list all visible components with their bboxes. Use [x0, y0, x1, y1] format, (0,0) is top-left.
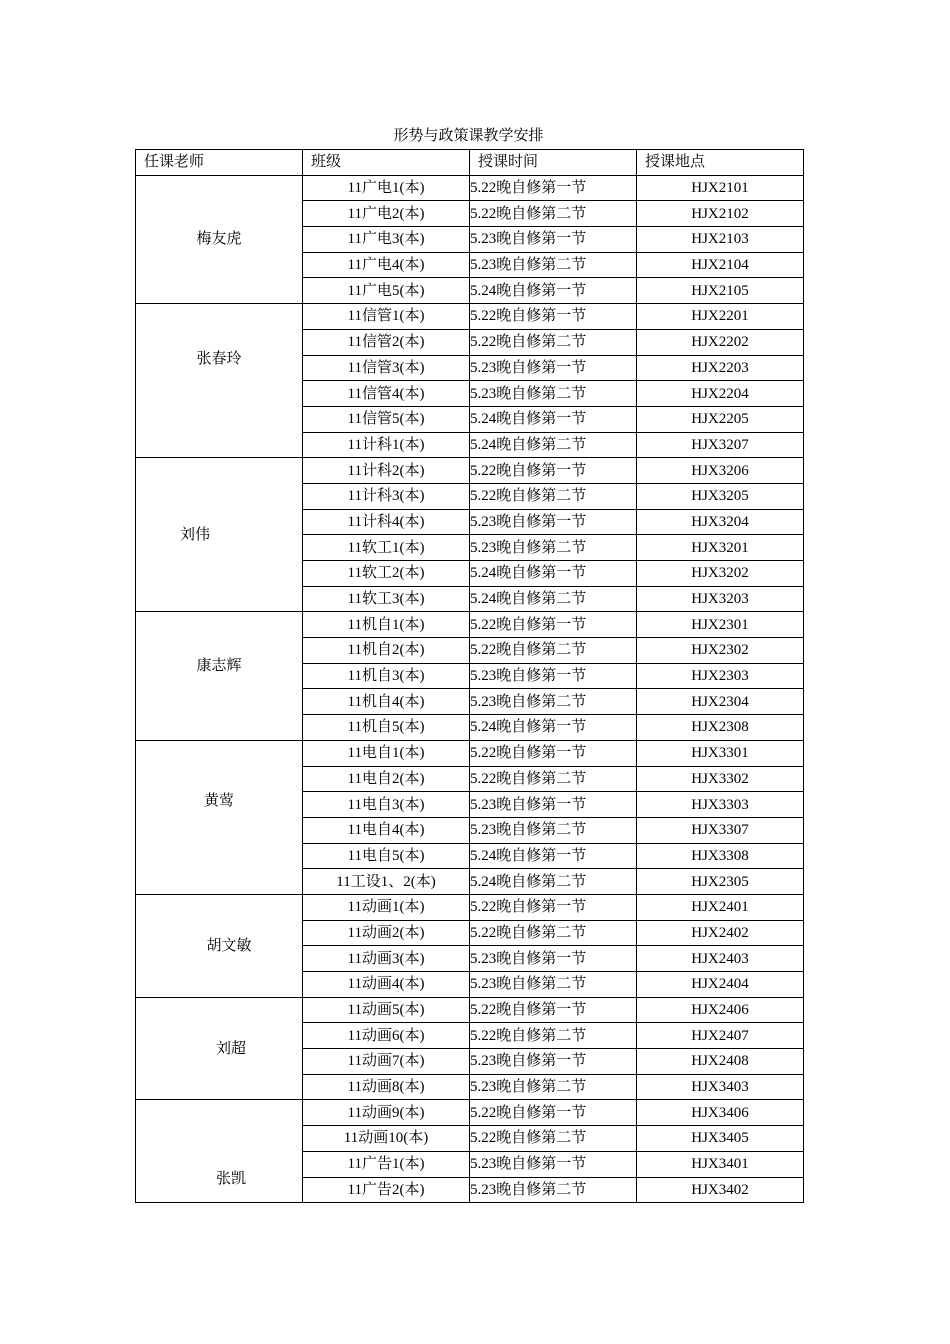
- class-cell: 11机自1(本): [303, 612, 470, 638]
- header-time: 授课时间: [470, 150, 637, 176]
- time-cell: 5.22晚自修第二节: [470, 483, 637, 509]
- time-cell: 5.22晚自修第二节: [470, 1126, 637, 1152]
- table-row: [136, 304, 804, 330]
- location-cell: HJX2103: [637, 227, 804, 253]
- location-cell: HJX2301: [637, 612, 804, 638]
- time-cell: 5.23晚自修第一节: [470, 509, 637, 535]
- class-cell: 11机自3(本): [303, 663, 470, 689]
- class-cell: 11计科3(本): [303, 483, 470, 509]
- class-cell: 11信管4(本): [303, 381, 470, 407]
- class-cell: 11电自1(本): [303, 740, 470, 766]
- class-cell: 11广电5(本): [303, 278, 470, 304]
- time-cell: 5.23晚自修第一节: [470, 663, 637, 689]
- time-cell: 5.22晚自修第一节: [470, 1100, 637, 1126]
- location-cell: HJX2406: [637, 997, 804, 1023]
- table-row: [136, 1100, 804, 1126]
- class-cell: 11软工3(本): [303, 586, 470, 612]
- time-cell: 5.23晚自修第一节: [470, 227, 637, 253]
- class-cell: 11广电1(本): [303, 175, 470, 201]
- location-cell: HJX2305: [637, 869, 804, 895]
- location-cell: HJX3406: [637, 1100, 804, 1126]
- class-cell: 11动画9(本): [303, 1100, 470, 1126]
- time-cell: 5.23晚自修第一节: [470, 1151, 637, 1177]
- teacher-name: 张凯: [215, 1171, 246, 1188]
- location-cell: HJX3405: [637, 1126, 804, 1152]
- location-cell: HJX3204: [637, 509, 804, 535]
- location-cell: HJX2203: [637, 355, 804, 381]
- location-cell: HJX3308: [637, 843, 804, 869]
- class-cell: 11软工1(本): [303, 535, 470, 561]
- time-cell: 5.22晚自修第二节: [470, 638, 637, 664]
- location-cell: HJX2401: [637, 894, 804, 920]
- location-cell: HJX3203: [637, 586, 804, 612]
- location-cell: HJX2104: [637, 252, 804, 278]
- class-cell: 11动画7(本): [303, 1049, 470, 1075]
- class-cell: 11电自4(本): [303, 817, 470, 843]
- class-cell: 11动画5(本): [303, 997, 470, 1023]
- teacher-name: 黄莺: [203, 793, 234, 810]
- class-cell: 11动画3(本): [303, 946, 470, 972]
- location-cell: HJX2308: [637, 715, 804, 741]
- class-cell: 11信管1(本): [303, 304, 470, 330]
- time-cell: 5.22晚自修第二节: [470, 329, 637, 355]
- class-cell: 11软工2(本): [303, 561, 470, 587]
- class-cell: 11机自2(本): [303, 638, 470, 664]
- class-cell: 11计科2(本): [303, 458, 470, 484]
- header-location: 授课地点: [637, 150, 804, 176]
- time-cell: 5.23晚自修第二节: [470, 1074, 637, 1100]
- header-row: [136, 150, 804, 176]
- location-cell: HJX2205: [637, 406, 804, 432]
- location-cell: HJX2303: [637, 663, 804, 689]
- header-class: 班级: [303, 150, 470, 176]
- location-cell: HJX3207: [637, 432, 804, 458]
- class-cell: 11广告1(本): [303, 1151, 470, 1177]
- schedule-body: [136, 175, 804, 1203]
- class-cell: 11广电2(本): [303, 201, 470, 227]
- time-cell: 5.22晚自修第一节: [470, 304, 637, 330]
- time-cell: 5.22晚自修第一节: [470, 175, 637, 201]
- teacher-name: 康志辉: [196, 658, 242, 675]
- teacher-name: 张春玲: [196, 350, 242, 367]
- location-cell: HJX3302: [637, 766, 804, 792]
- time-cell: 5.24晚自修第一节: [470, 715, 637, 741]
- class-cell: 11动画6(本): [303, 1023, 470, 1049]
- table-row: [136, 997, 804, 1023]
- location-cell: HJX3205: [637, 483, 804, 509]
- location-cell: HJX2302: [637, 638, 804, 664]
- class-cell: 11广电4(本): [303, 252, 470, 278]
- location-cell: HJX2404: [637, 972, 804, 998]
- location-cell: HJX3301: [637, 740, 804, 766]
- class-cell: 11电自2(本): [303, 766, 470, 792]
- location-cell: HJX2102: [637, 201, 804, 227]
- time-cell: 5.23晚自修第一节: [470, 1049, 637, 1075]
- time-cell: 5.22晚自修第二节: [470, 766, 637, 792]
- time-cell: 5.22晚自修第二节: [470, 920, 637, 946]
- time-cell: 5.23晚自修第二节: [470, 817, 637, 843]
- schedule-table: [135, 149, 804, 1203]
- teacher-cell: [136, 894, 303, 997]
- time-cell: 5.24晚自修第二节: [470, 869, 637, 895]
- location-cell: HJX3403: [637, 1074, 804, 1100]
- location-cell: HJX3401: [637, 1151, 804, 1177]
- location-cell: HJX2407: [637, 1023, 804, 1049]
- class-cell: 11工设1、2(本): [303, 869, 470, 895]
- time-cell: 5.22晚自修第二节: [470, 1023, 637, 1049]
- time-cell: 5.23晚自修第二节: [470, 381, 637, 407]
- time-cell: 5.24晚自修第一节: [470, 406, 637, 432]
- time-cell: 5.24晚自修第二节: [470, 432, 637, 458]
- teacher-name: 胡文敏: [206, 937, 252, 954]
- teacher-cell: [136, 458, 303, 612]
- time-cell: 5.22晚自修第一节: [470, 612, 637, 638]
- teacher-cell: [136, 740, 303, 894]
- time-cell: 5.23晚自修第二节: [470, 972, 637, 998]
- location-cell: HJX3206: [637, 458, 804, 484]
- table-row: [136, 740, 804, 766]
- time-cell: 5.23晚自修第二节: [470, 1177, 637, 1203]
- location-cell: HJX3402: [637, 1177, 804, 1203]
- teacher-name: 刘超: [215, 1040, 246, 1057]
- location-cell: HJX3201: [637, 535, 804, 561]
- teacher-name: 梅友虎: [196, 231, 242, 248]
- class-cell: 11电自3(本): [303, 792, 470, 818]
- location-cell: HJX2202: [637, 329, 804, 355]
- time-cell: 5.23晚自修第一节: [470, 792, 637, 818]
- class-cell: 11机自4(本): [303, 689, 470, 715]
- class-cell: 11信管2(本): [303, 329, 470, 355]
- time-cell: 5.24晚自修第一节: [470, 278, 637, 304]
- time-cell: 5.23晚自修第一节: [470, 946, 637, 972]
- time-cell: 5.22晚自修第一节: [470, 997, 637, 1023]
- teacher-cell: [136, 304, 303, 458]
- location-cell: HJX3202: [637, 561, 804, 587]
- teacher-cell: [136, 997, 303, 1100]
- table-row: [136, 612, 804, 638]
- time-cell: 5.24晚自修第二节: [470, 586, 637, 612]
- class-cell: 11动画10(本): [303, 1126, 470, 1152]
- time-cell: 5.22晚自修第一节: [470, 894, 637, 920]
- teacher-cell: [136, 175, 303, 303]
- table-row: [136, 894, 804, 920]
- class-cell: 11动画8(本): [303, 1074, 470, 1100]
- teacher-cell: [136, 1100, 303, 1203]
- class-cell: 11动画4(本): [303, 972, 470, 998]
- document-title: 形势与政策课教学安排: [393, 128, 544, 144]
- class-cell: 11动画1(本): [303, 894, 470, 920]
- teacher-cell: [136, 612, 303, 740]
- time-cell: 5.22晚自修第一节: [470, 740, 637, 766]
- location-cell: HJX2201: [637, 304, 804, 330]
- location-cell: HJX3307: [637, 817, 804, 843]
- time-cell: 5.23晚自修第二节: [470, 252, 637, 278]
- time-cell: 5.22晚自修第一节: [470, 458, 637, 484]
- location-cell: HJX2403: [637, 946, 804, 972]
- location-cell: HJX2105: [637, 278, 804, 304]
- location-cell: HJX2101: [637, 175, 804, 201]
- table-row: [136, 458, 804, 484]
- class-cell: 11计科1(本): [303, 432, 470, 458]
- header-teacher: 任课老师: [136, 150, 303, 176]
- class-cell: 11动画2(本): [303, 920, 470, 946]
- location-cell: HJX2304: [637, 689, 804, 715]
- time-cell: 5.22晚自修第二节: [470, 201, 637, 227]
- class-cell: 11信管5(本): [303, 406, 470, 432]
- class-cell: 11机自5(本): [303, 715, 470, 741]
- location-cell: HJX2204: [637, 381, 804, 407]
- location-cell: HJX3303: [637, 792, 804, 818]
- time-cell: 5.24晚自修第一节: [470, 561, 637, 587]
- location-cell: HJX2402: [637, 920, 804, 946]
- class-cell: 11电自5(本): [303, 843, 470, 869]
- table-row: [136, 175, 804, 201]
- time-cell: 5.23晚自修第一节: [470, 355, 637, 381]
- time-cell: 5.24晚自修第一节: [470, 843, 637, 869]
- class-cell: 11广告2(本): [303, 1177, 470, 1203]
- location-cell: HJX2408: [637, 1049, 804, 1075]
- class-cell: 11广电3(本): [303, 227, 470, 253]
- class-cell: 11计科4(本): [303, 509, 470, 535]
- time-cell: 5.23晚自修第二节: [470, 689, 637, 715]
- time-cell: 5.23晚自修第二节: [470, 535, 637, 561]
- teacher-name: 刘伟: [179, 526, 210, 543]
- class-cell: 11信管3(本): [303, 355, 470, 381]
